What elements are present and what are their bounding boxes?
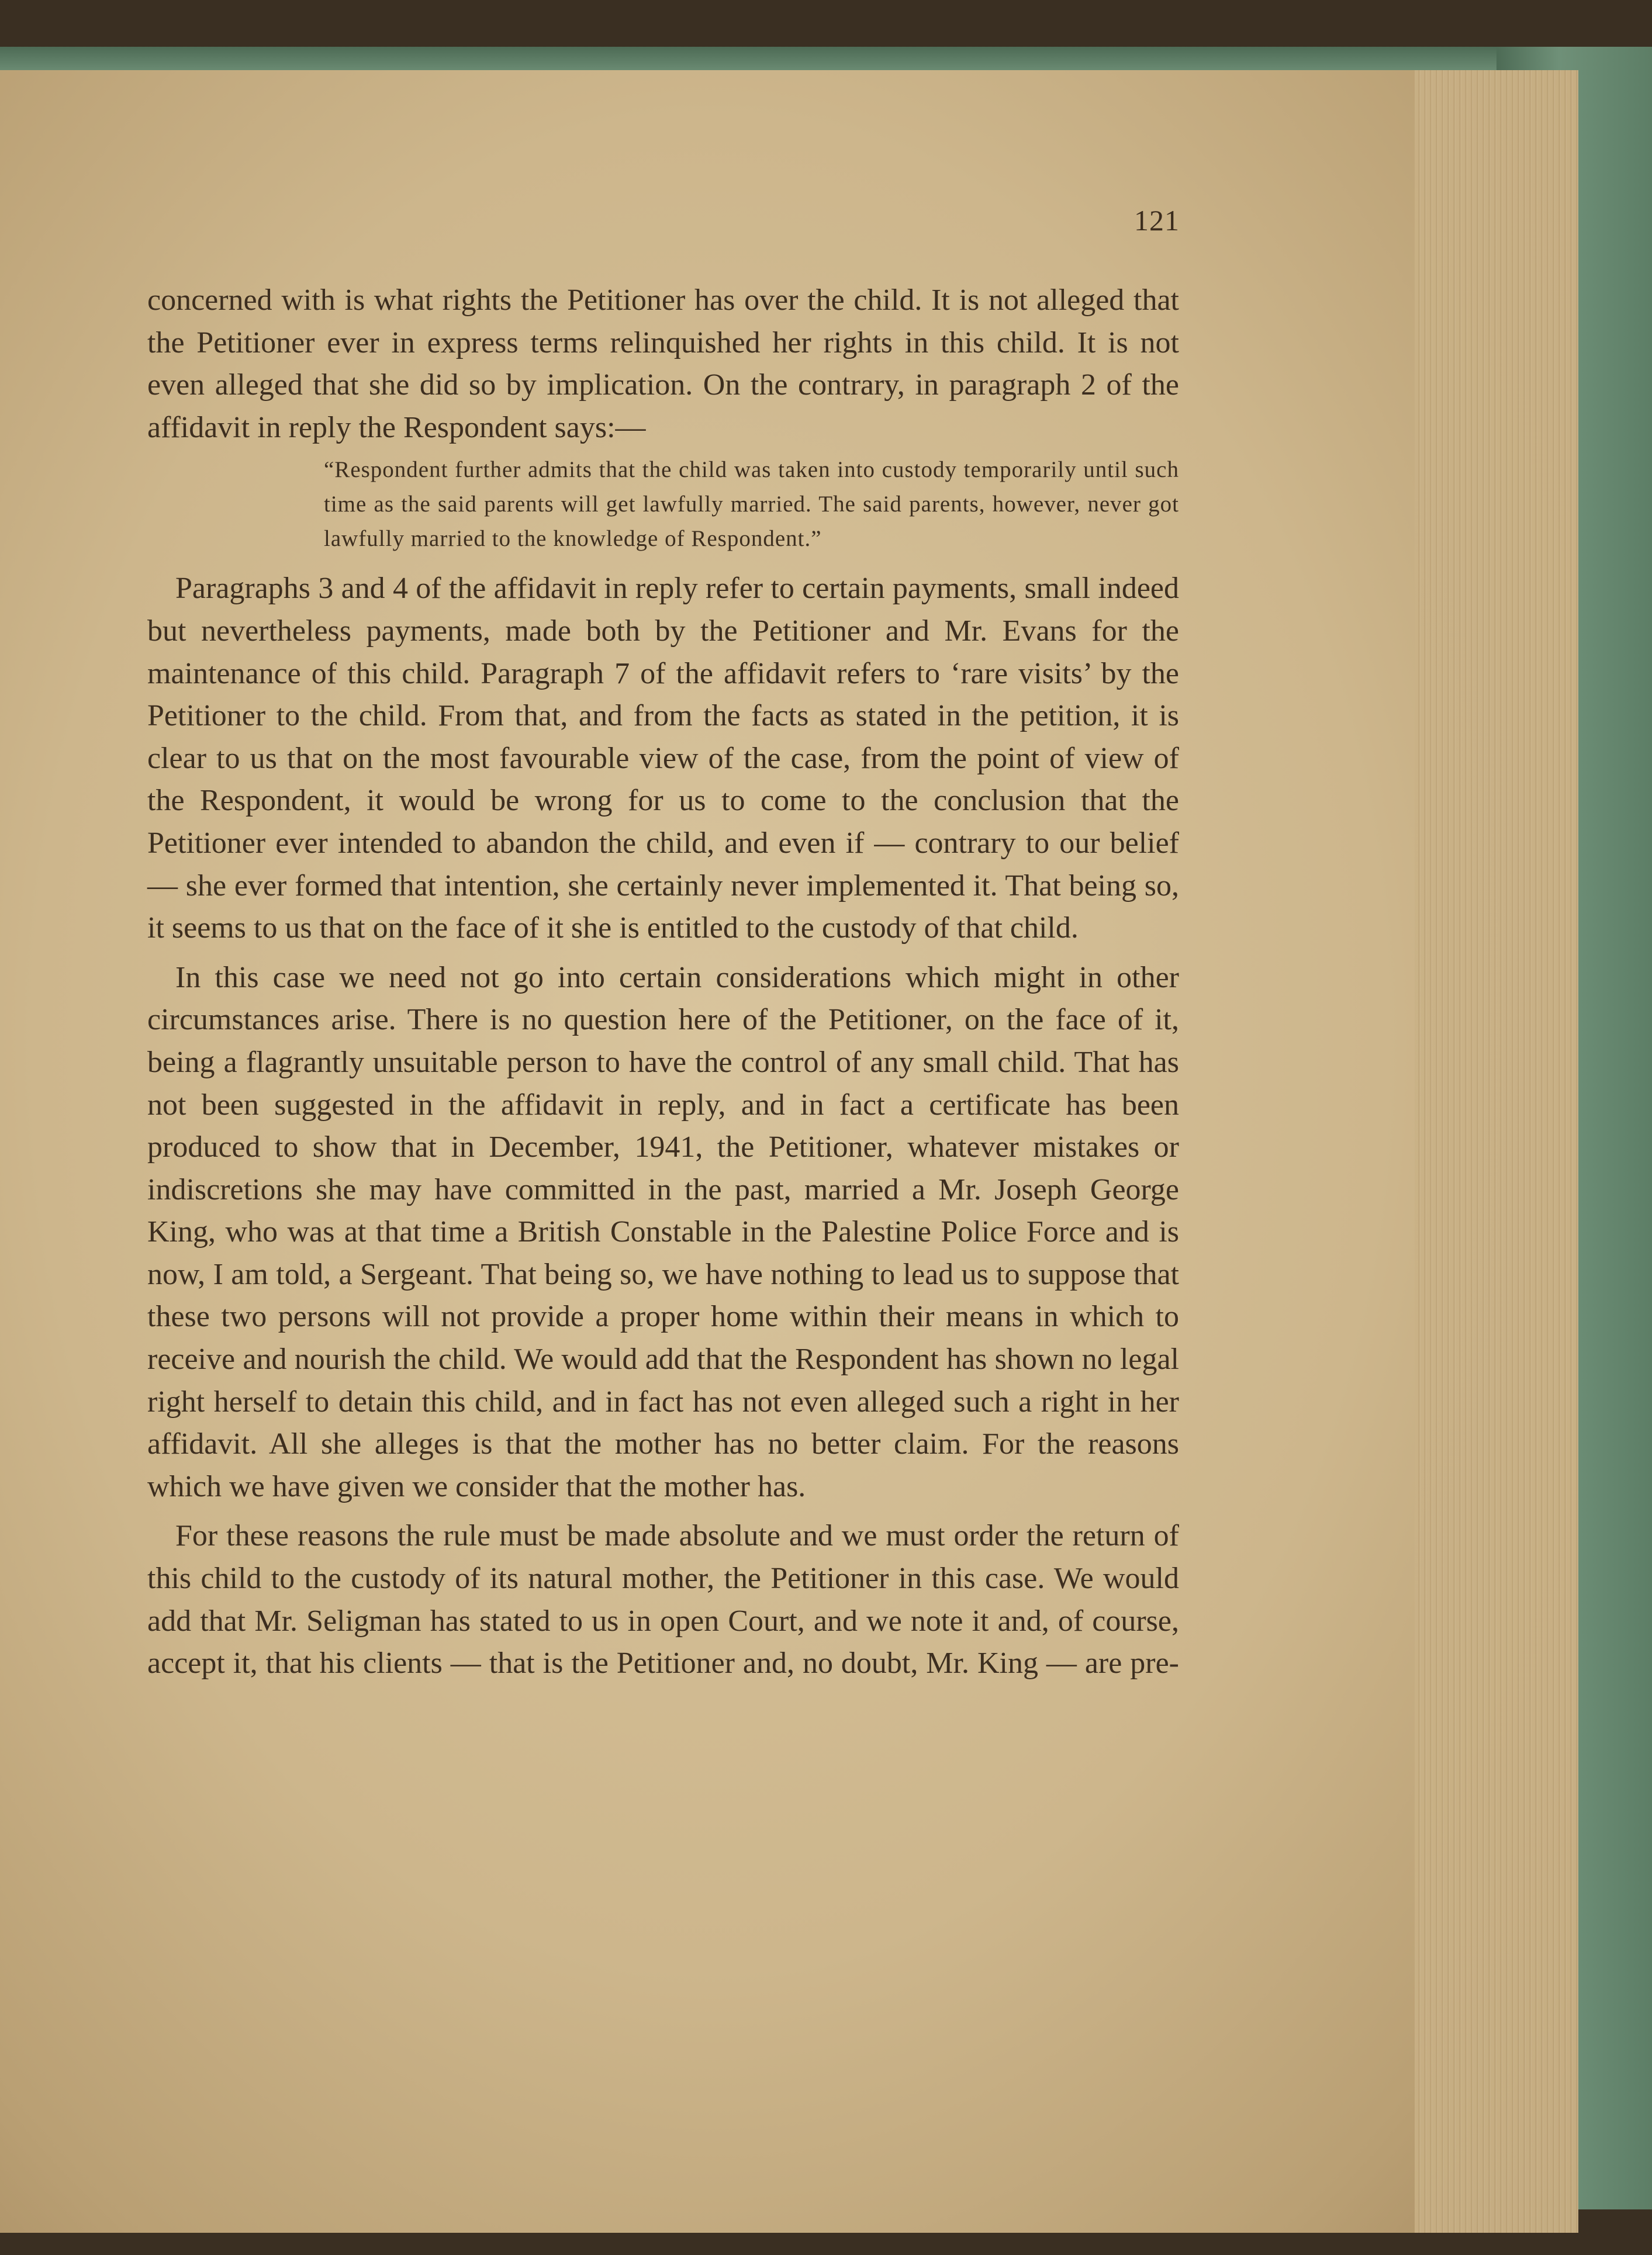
paragraph-2: Paragraphs 3 and 4 of the affidavit in reply refer to certain payments, small indeed but nevertheless payments, made both by the Petitioner and Mr. Evans for the maintenance of this child. Paragraph 7 of the affidavit refers to ‘rare visits’ by the Petitioner to the child. From that, and from the facts as stated in the petition, it is clear to us that on the most favourable view of the case, from the point of view of the Respondent, it would be wrong for us to come to the conclusion that the Petitioner ever intended to abandon the child, and even if — contrary to our belief — she ever formed that intention, she certainly never implemented it. That being so, it seems to us that on the face of it she is entitled to the custody of that child.	[147, 572, 1179, 945]
book-cover-top-edge	[0, 47, 1652, 70]
paragraph-4: For these reasons the rule must be made absolute and we must order the return of this child to the custody of its natural mother, the Petitioner in this case. We would add that Mr. Seligman has stated to us in open Court, and we note it and, of course, accept it, that his clients — that is the Petitioner and, no doubt, Mr. King — are pre-	[147, 1519, 1179, 1680]
paragraph-1: concerned with is what rights the Petitioner has over the child. It is not alleged that the Petitioner ever in express terms relinquished her rights in this child. It is not even alleged that she did so by implication. On the contrary, in paragraph 2 of the affidavit in reply the Respondent says:—	[147, 283, 1179, 444]
paragraph-3: In this case we need not go into certain considerations which might in other circumstances arise. There is no question here of the Petitioner, on the face of it, being a flagrantly unsuitable person to have the control of any small child. That has not been suggested in the affidavit in reply, and in fact a certificate has been produced to show that in December, 1941, the Petitioner, whatever mistakes or indiscretions she may have committed in the past, married a Mr. Joseph George King, who was at that time a British Constable in the Palestine Police Force and is now, I am told, a Sergeant. That being so, we have nothing to lead us to suppose that these two persons will not provide a proper home within their means in which to receive and nourish the child. We would add that the Respondent has shown no legal right herself to detain this child, and in fact has not even alleged such a right in her affidavit. All she alleges is that the mother has no better claim. For the reasons which we have given we consider that the mother has.	[147, 960, 1179, 1503]
page-number: 121	[1134, 204, 1180, 237]
block-quote: “Respondent further admits that the child was taken into custody temporarily until such time as the said parents will get lawfully married. The said parents, however, never got lawfully married to the knowledge of Respondent.”	[324, 457, 1179, 552]
paragraph-gap	[147, 950, 1179, 957]
page-leaves-edge	[1415, 70, 1578, 2233]
paragraph-gap	[147, 1508, 1179, 1515]
page-body	[147, 279, 1179, 1685]
